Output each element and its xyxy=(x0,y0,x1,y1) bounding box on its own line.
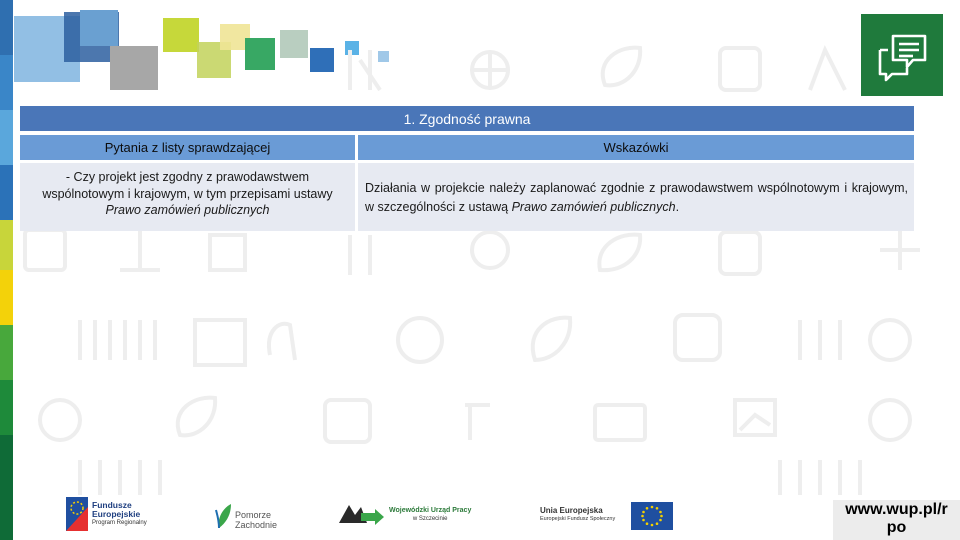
website-url[interactable] xyxy=(833,500,960,540)
column-header-questions-text: Pytania z listy sprawdzającej xyxy=(104,140,271,155)
logo1-line3: Program Regionalny xyxy=(92,520,147,526)
logo-wup-szczecin xyxy=(337,501,487,531)
column-header-questions xyxy=(20,135,355,160)
logo3-line2: w Szczecinie xyxy=(412,516,448,522)
background-icon-pattern xyxy=(20,30,940,500)
logo2-line1: Pomorze xyxy=(235,510,272,520)
logo-pomorze-zachodnie xyxy=(215,500,295,534)
section-title xyxy=(20,106,914,131)
question-cell xyxy=(20,163,355,231)
url-line1: www.wup.pl/r xyxy=(845,501,948,518)
logo4-line1: Unia Europejska xyxy=(540,506,603,515)
logo1-line2: Europejskie xyxy=(92,509,141,519)
column-header-hints xyxy=(358,135,914,160)
hint-text: Działania w projekcie należy zaplanować zgodnie z prawodawstwem wspólnotowym i krajowym, w szczególności z ustawą xyxy=(365,181,908,214)
url-line2: po xyxy=(886,519,907,536)
comment-badge xyxy=(861,14,943,96)
question-text: - Czy projekt jest zgodny z prawodawstwem wspólnotowym i krajowym, w tym przepisami ustawy xyxy=(42,170,333,201)
logo-unia-europejska xyxy=(540,502,675,532)
question-text-italic: Prawo zamówień publicznych xyxy=(105,203,270,217)
hint-cell xyxy=(358,163,914,231)
fe-logo-icon xyxy=(66,497,88,531)
comment-bubbles-icon xyxy=(861,14,943,96)
hint-text-italic: Prawo zamówień publicznych xyxy=(511,200,676,214)
logo4-line2: Europejski Fundusz Społeczny xyxy=(540,516,616,522)
eu-flag-icon xyxy=(631,502,673,530)
column-header-hints-text: Wskazówki xyxy=(603,140,669,155)
logo1-line1: Fundusze xyxy=(92,500,132,510)
logo2-line2: Zachodnie xyxy=(235,520,278,530)
left-color-strip xyxy=(0,0,13,540)
logo3-line1: Wojewódzki Urząd Pracy xyxy=(389,507,472,514)
logo-fundusze-europejskie xyxy=(66,497,166,533)
section-title-text: 1. Zgodność prawna xyxy=(403,110,531,127)
wup-arrow-icon xyxy=(337,501,385,527)
hint-text-end: . xyxy=(675,200,680,214)
pomorze-leaf-icon xyxy=(215,500,235,530)
